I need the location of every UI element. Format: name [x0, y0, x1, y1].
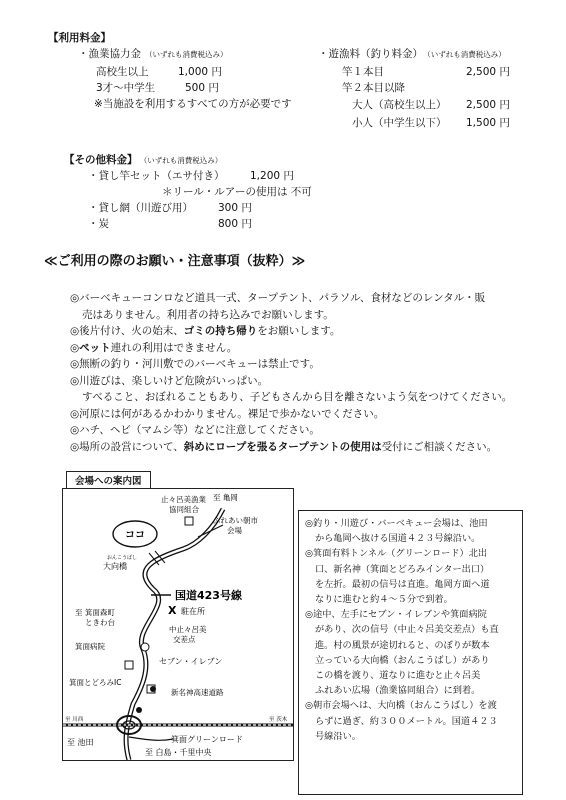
okoubashi-ruby: おんこうばし	[107, 555, 138, 561]
direction-line: を左折。最初の信号は直進。亀岡方面へ道	[315, 578, 490, 590]
direction-line: ◎朝市会場へは、大向橋（おんこうばし）を渡	[305, 700, 497, 712]
minoh-label: ときわ台	[85, 618, 115, 627]
here-label: ココ	[125, 530, 145, 541]
rental-net-label: ・貸し網（川遊び用）	[88, 202, 193, 214]
note-line: ◎河原には何があるかわかりません。裸足で歩かないでください。	[70, 407, 385, 420]
directions-box	[298, 510, 523, 795]
rod-child-label: 小人（中学生以下）	[352, 117, 447, 129]
rental-net-price: 300 円	[218, 202, 252, 214]
rod-adult-price: 2,500 円	[466, 99, 510, 111]
rod-adult-label: 大人（高校生以上）	[352, 99, 447, 111]
seven-label: セブン・イレブン	[159, 657, 223, 666]
ibaraki-label: 至 茨木	[269, 717, 288, 723]
direction-line: ふれあい広場（漁業協同組合）に到着。	[315, 685, 481, 697]
direction-line: ◎途中、左手にセブン・イレブンや箕面病院	[305, 609, 487, 621]
rod-first-label: 竿１本目	[342, 66, 384, 78]
direction-line: 進。村の風景が途切れると、のぼりが数本	[315, 639, 490, 651]
coop-remark: ※当施設を利用するすべての方が必要です	[94, 98, 292, 110]
school-label: 交差点	[173, 635, 196, 644]
police-label: 駐在所	[181, 607, 205, 616]
rod-second-label: 竿２本目以降	[342, 82, 405, 94]
ikeda-label: 至 池田	[67, 738, 94, 747]
green-road	[129, 737, 173, 740]
senri-label: 至 白島・千里中央	[145, 748, 212, 757]
note-line: ◎ハチ、ヘビ（マムシ等）などに注意してください。	[70, 424, 320, 436]
fureai-label: ふれあい朝市	[213, 516, 258, 525]
fishing-coop-label: ・漁業協力金 （いずれも消費税込み）	[78, 48, 228, 60]
fees-heading: 【利用料金】	[48, 32, 111, 44]
coop-price-adult: 1,000 円	[178, 66, 222, 78]
rod-child-price: 1,500 円	[466, 117, 510, 129]
note-line: ◎無断の釣り・河川敷でのバーベキューは禁止です。	[70, 358, 320, 370]
route423-label: 国道423号線	[175, 589, 242, 602]
recreation-label: ・遊漁料（釣り料金） （いずれも消費税込み）	[318, 48, 506, 60]
charcoal-label: ・炭	[88, 218, 109, 230]
note-line: 売はありません。利用者の持ち込みでお願いします。	[82, 308, 334, 321]
coop-label: 協同組合	[169, 505, 199, 514]
direction-line: なりに進むと約４～５分で到着。	[315, 594, 453, 606]
rental-rod-price: 1,200 円	[250, 170, 294, 182]
coop-row-child: 3才～中学生	[96, 82, 156, 94]
map-box	[62, 488, 294, 761]
okoubashi-label: 大向橋	[103, 562, 127, 571]
kameoka-label: 至 亀岡	[213, 493, 238, 502]
direction-line: 口、新名神（箕面とどろみインター出口）	[315, 563, 490, 575]
hospital-marker	[125, 661, 133, 669]
coop-marker	[185, 517, 193, 525]
direction-line: らずに過ぎ、約３００メートル。国道４２３	[315, 715, 498, 727]
direction-line: 号線沿い。	[315, 730, 361, 742]
notes-heading: ≪ご利用の際のお願い・注意事項（抜粋）≫	[44, 254, 306, 269]
rod-first-price: 2,500 円	[466, 66, 510, 78]
direction-line: ◎釣り・川遊び・バーベキュー会場は、池田	[305, 518, 488, 529]
direction-line: ◎箕面有料トンネル（グリーンロード）北出	[305, 548, 488, 560]
map-title: 会場への案内図	[66, 471, 151, 489]
notes-list	[70, 290, 540, 455]
direction-line: この橋を渡り、道なりに進むと止々呂美	[315, 670, 481, 682]
rental-rod-label: ・貸し竿セット（エサ付き）	[88, 170, 225, 182]
signal-icon	[136, 707, 142, 713]
route-map	[63, 489, 293, 760]
coop-price-child: 500 円	[185, 82, 219, 94]
note-line: ◎場所の設営について、斜めにロープを張るタープテントの使用は受付にご相談ください。	[70, 440, 498, 453]
greenroad-label: 箕面グリーンロード	[171, 735, 243, 744]
coop-label: 止々呂美漁業	[161, 495, 206, 504]
direction-line: から亀岡へ抜ける国道４２３号線沿い。	[315, 533, 481, 545]
direction-line: 立っている大向橋（おんこうばし）があり	[315, 654, 490, 666]
school-label: 中止々呂美	[169, 625, 207, 634]
signal-icon	[141, 643, 149, 651]
note-line: ◎川遊びは、楽しいけど危険がいっぱい。	[70, 374, 269, 387]
note-line: ◎バーベキューコンロなど道具一式、タープテント、パラソル、食材などのレンタル・販	[70, 292, 486, 304]
police-icon: X	[168, 604, 177, 617]
charcoal-price: 800 円	[218, 218, 252, 230]
fureai-label: 会場	[227, 526, 242, 535]
coop-row-adult: 高校生以上	[96, 66, 149, 78]
kawanishi-label: 至 川西	[65, 717, 84, 723]
note-line: すべること、おぼれることもあり、子どもさんから目を離さないよう気をつけてください。	[82, 391, 513, 403]
direction-line: があり、次の信号（中止々呂美交差点）も直	[315, 624, 499, 636]
reel-note: ＊リール・ルアーの使用は 不可	[162, 186, 312, 198]
signal-icon	[150, 686, 156, 692]
highway-label: 新名神高速道路	[171, 688, 224, 697]
note-line: ◎ペット連れの利用はできません。	[70, 341, 238, 354]
ic-label: 箕面とどろみIC	[69, 678, 122, 687]
hospital-label: 箕面病院	[75, 642, 105, 651]
note-line: ◎後片付け、火の始末、ゴミの持ち帰りをお願いします。	[70, 325, 341, 337]
minoh-label: 至 箕面森町	[75, 608, 115, 617]
other-heading: 【その他料金】 （いずれも消費税込み）	[64, 154, 223, 166]
